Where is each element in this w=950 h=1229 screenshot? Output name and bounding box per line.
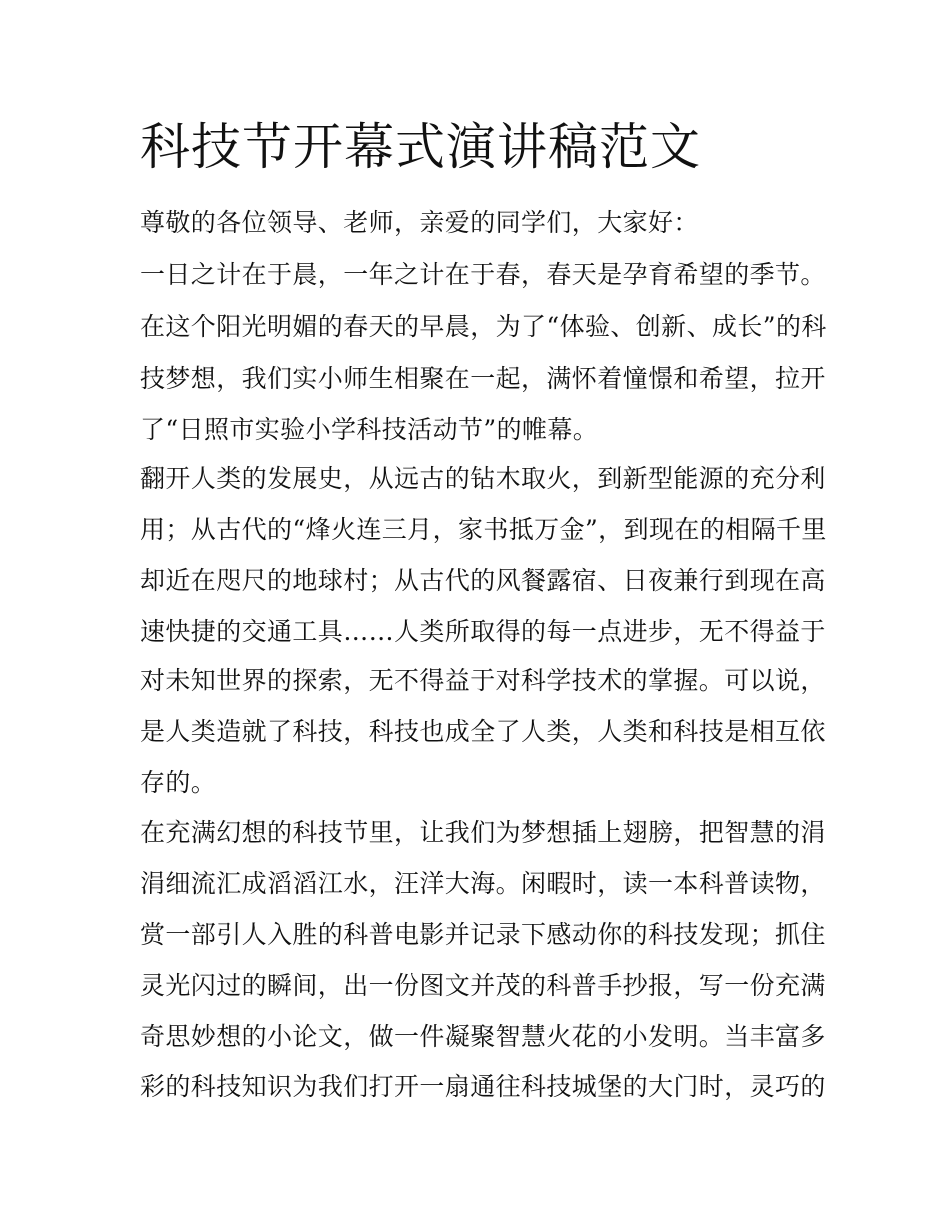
body-line: 在充满幻想的科技节里，让我们为梦想插上翅膀，把智慧的涓 (140, 818, 826, 847)
body-line: 在这个阳光明媚的春天的早晨，为了“体验、创新、成长”的科 (140, 312, 827, 341)
body-line: 对未知世界的探索，无不得益于对科学技术的掌握。可以说， (140, 666, 826, 695)
body-line: 赏一部引人入胜的科普电影并记录下感动你的科技发现；抓住 (140, 920, 826, 949)
body-line: 彩的科技知识为我们打开一扇通往科技城堡的大门时，灵巧的 (140, 1072, 826, 1101)
body-line: 却近在咫尺的地球村；从古代的风餐露宿、日夜兼行到现在高 (140, 566, 826, 595)
body-line: 尊敬的各位领导、老师，亲爱的同学们，大家好： (140, 208, 699, 237)
document-title: 科技节开幕式演讲稿范文 (140, 118, 701, 176)
body-line: 存的。 (140, 768, 217, 797)
body-line: 一日之计在于晨，一年之计在于春，春天是孕育希望的季节。 (140, 260, 826, 289)
body-line: 灵光闪过的瞬间，出一份图文并茂的科普手抄报，写一份充满 (140, 971, 826, 1000)
body-line: 奇思妙想的小论文，做一件凝聚智慧火花的小发明。当丰富多 (140, 1022, 826, 1051)
body-line: 技梦想，我们实小师生相聚在一起，满怀着憧憬和希望，拉开 (140, 364, 826, 393)
body-line: 涓细流汇成滔滔江水，汪洋大海。闲暇时，读一本科普读物， (140, 869, 826, 898)
body-line: 了“日照市实验小学科技活动节”的帷幕。 (140, 415, 599, 444)
body-line: 用；从古代的“烽火连三月，家书抵万金”，到现在的相隔千里 (140, 515, 827, 544)
body-line: 翻开人类的发展史，从远古的钻木取火，到新型能源的充分利 (140, 464, 826, 493)
body-line: 是人类造就了科技，科技也成全了人类，人类和科技是相互依 (140, 717, 826, 746)
body-line: 速快捷的交通工具……人类所取得的每一点进步，无不得益于 (140, 617, 826, 646)
